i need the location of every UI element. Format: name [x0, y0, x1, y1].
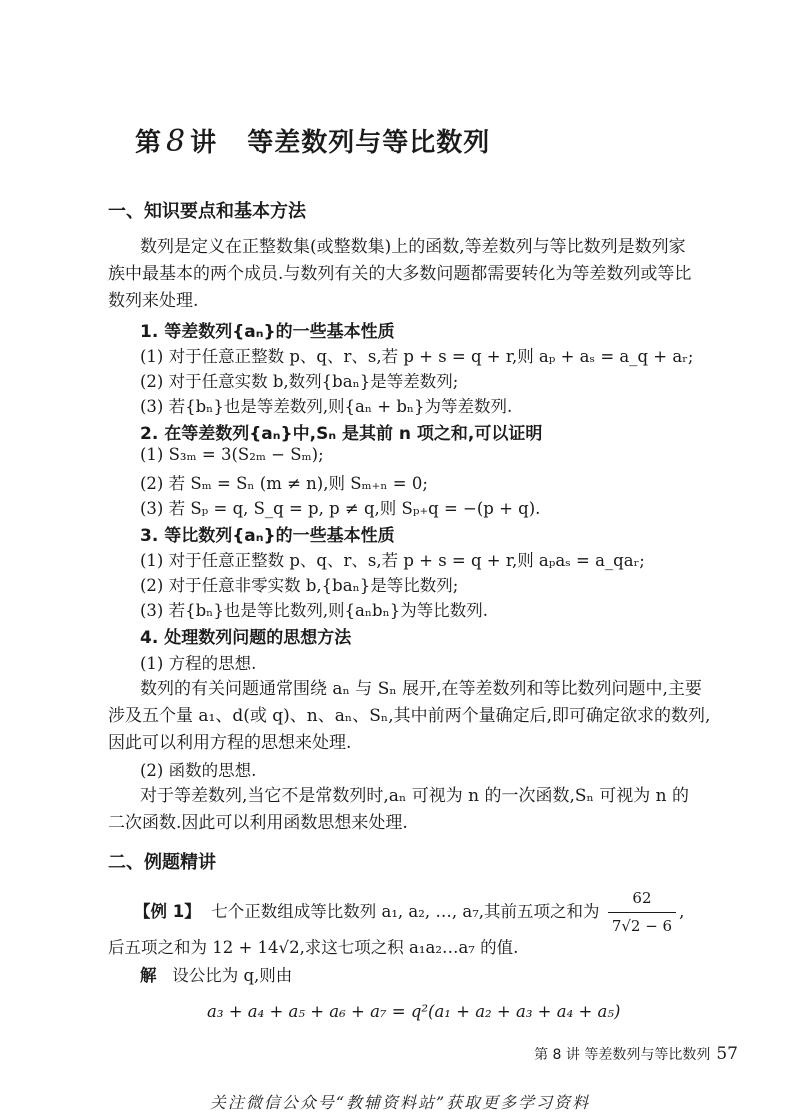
example-line-1 — [134, 885, 684, 940]
example-text-1-end: , — [679, 902, 685, 921]
subheading-2: 2. 在等差数列{aₙ}中,Sₙ 是其前 n 项之和,可以证明 — [140, 424, 543, 444]
sub2-item-1: (1) S₃ₘ = 3(S₂ₘ − Sₘ); — [140, 445, 324, 464]
watermark-text: 关注微信公众号“教辅资料站”获取更多学习资料 — [209, 1093, 591, 1112]
sub3-item-3: (3) 若{bₙ}也是等比数列,则{aₙbₙ}为等比数列. — [140, 601, 488, 620]
chapter-name: 等差数列与等比数列 — [247, 128, 491, 158]
sub4-method-1-line-2: 涉及五个量 a₁、d(或 q)、n、aₙ、Sₙ,其中前两个量确定后,即可确定欲求的数列, — [108, 706, 711, 726]
intro-line-2: 族中最基本的两个成员.与数列有关的大多数问题都需要转化为等差数列或等比 — [108, 264, 692, 284]
chapter-number: 8 — [166, 124, 187, 159]
sub2-item-2: (2) 若 Sₘ = Sₙ (m ≠ n),则 Sₘ₊ₙ = 0; — [140, 474, 428, 493]
example-line-2: 后五项之和为 12 + 14√2,求这七项之积 a₁a₂…a₇ 的值. — [108, 938, 519, 957]
sub2-item-3: (3) 若 Sₚ = q, S_q = p, p ≠ q,则 Sₚ₊q = −(p + q). — [140, 499, 541, 518]
intro-line-3: 数列来处理. — [108, 291, 199, 311]
intro-line-1: 数列是定义在正整数集(或整数集)上的函数,等差数列与等比数列是数列家 — [140, 237, 686, 257]
sub4-method-1-line-1: 数列的有关问题通常围绕 aₙ 与 Sₙ 展开,在等差数列和等比数列问题中,主要 — [140, 679, 702, 699]
example-text-1: 七个正数组成等比数列 a₁, a₂, …, a₇,其前五项之和为 — [211, 902, 600, 921]
sub3-item-1: (1) 对于任意正整数 p、q、r、s,若 p + s = q + r,则 aₚaₛ = a_qaᵣ; — [140, 551, 645, 570]
solution-label: 解 — [140, 966, 157, 985]
sub1-item-3: (3) 若{bₙ}也是等差数列,则{aₙ + bₙ}为等差数列. — [140, 397, 513, 416]
sub4-method-2-title: (2) 函数的思想. — [140, 761, 257, 780]
subheading-1: 1. 等差数列{aₙ}的一些基本性质 — [140, 322, 395, 342]
chapter-title — [135, 122, 490, 159]
sub3-item-2: (2) 对于任意非零实数 b,{baₙ}是等比数列; — [140, 576, 459, 595]
solution-equation: a₃ + a₄ + a₅ + a₆ + a₇ = q²(a₁ + a₂ + a₃ + a₄ + a₅) — [207, 1002, 621, 1021]
sub4-method-1-line-3: 因此可以利用方程的思想来处理. — [108, 733, 352, 753]
fraction-denominator: 7√2 − 6 — [611, 917, 673, 935]
sub1-item-2: (2) 对于任意实数 b,数列{baₙ}是等差数列; — [140, 372, 459, 391]
section-heading-1: 一、知识要点和基本方法 — [108, 201, 306, 222]
sub4-method-1-title: (1) 方程的思想. — [140, 654, 257, 673]
section-heading-2: 二、例题精讲 — [108, 852, 216, 873]
page-number: 57 — [716, 1044, 738, 1064]
sub4-method-2-line-1: 对于等差数列,当它不是常数列时,aₙ 可视为 n 的一次函数,Sₙ 可视为 n 的 — [140, 786, 690, 806]
example-fraction — [608, 885, 676, 940]
subheading-4: 4. 处理数列问题的思想方法 — [140, 628, 352, 648]
sub4-method-2-line-2: 二次函数.因此可以利用函数思想来处理. — [108, 813, 408, 833]
chapter-prefix: 第 — [135, 128, 163, 158]
fraction-numerator: 62 — [608, 885, 676, 913]
chapter-suffix: 讲 — [190, 128, 218, 158]
solution-line — [140, 962, 292, 989]
sub1-item-1: (1) 对于任意正整数 p、q、r、s,若 p + s = q + r,则 aₚ + aₛ = a_q + aᵣ; — [140, 347, 694, 366]
solution-text: 设公比为 q,则由 — [172, 966, 293, 985]
page-footer — [534, 1044, 738, 1064]
footer-chapter: 第 8 讲 等差数列与等比数列 — [534, 1047, 711, 1063]
subheading-3: 3. 等比数列{aₙ}的一些基本性质 — [140, 526, 395, 546]
example-label: 【例 1】 — [134, 902, 201, 921]
